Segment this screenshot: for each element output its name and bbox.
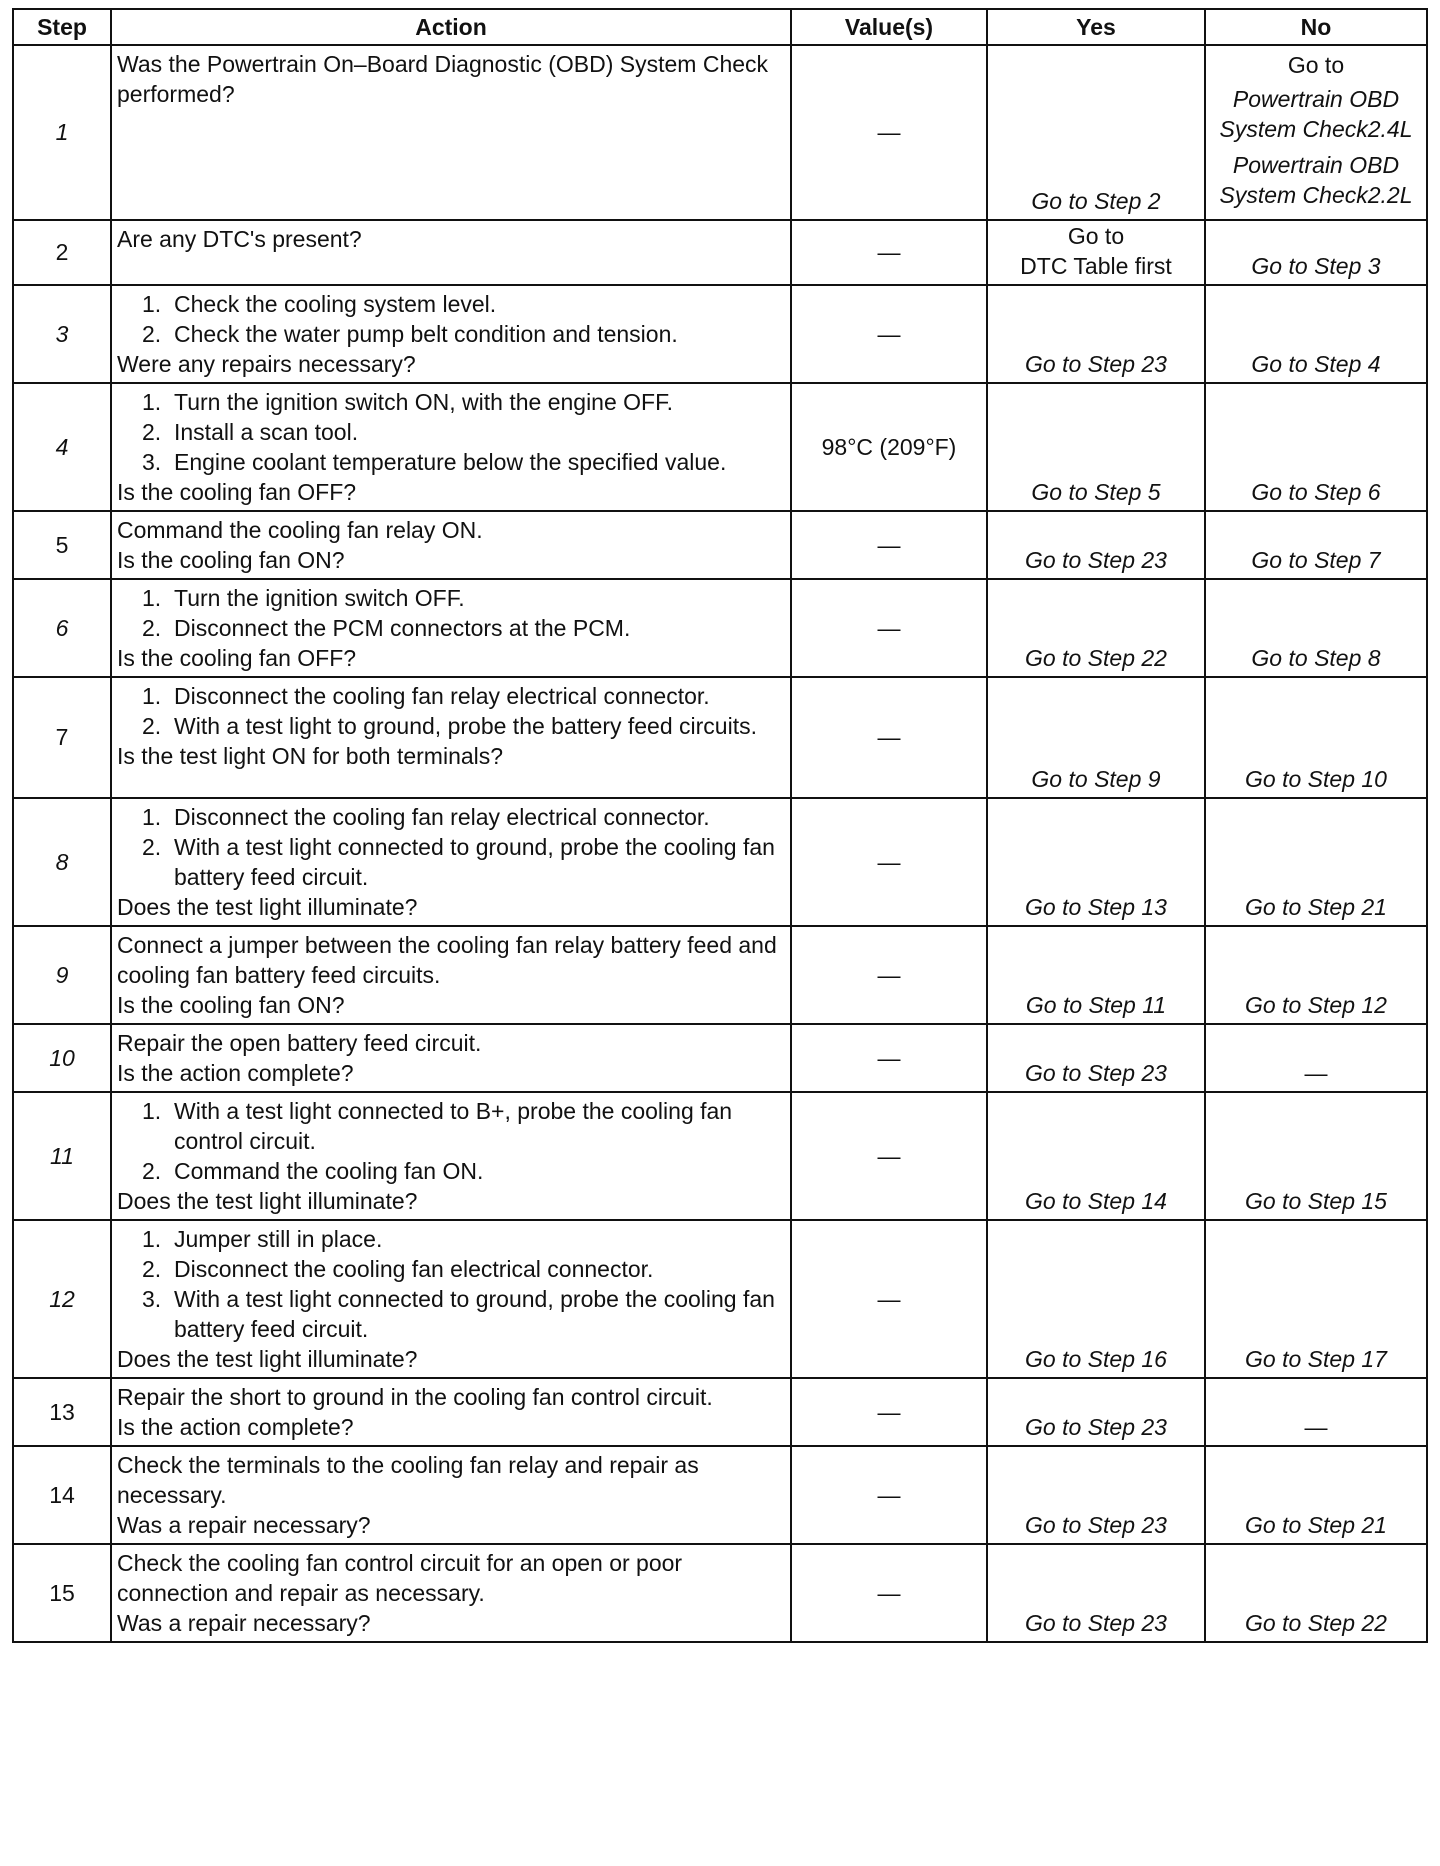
no-cell [1205, 383, 1427, 511]
action-cell [111, 677, 791, 798]
table-row [13, 1092, 1427, 1220]
action-intro: Was the Powertrain On–Board Diagnostic (OBD) System Check performed? [117, 51, 769, 107]
no-goto: Go to Step 17 [1245, 1346, 1387, 1372]
action-question: Does the test light illuminate? [117, 1346, 418, 1372]
yes-goto: Go to Step 23 [1025, 1060, 1167, 1086]
yes-line: Go to [1067, 223, 1125, 249]
value-cell: — [791, 45, 987, 220]
no-cell [1205, 798, 1427, 926]
action-question: Was a repair necessary? [117, 1512, 371, 1538]
yes-goto: Go to Step 22 [1025, 645, 1167, 671]
no-goto: — [1304, 1414, 1328, 1440]
action-question: Is the cooling fan OFF? [117, 479, 357, 505]
value-cell: — [791, 511, 987, 579]
action-step-item: 1. Check the cooling system level. [142, 291, 497, 317]
yes-cell [987, 677, 1205, 798]
no-goto: Go to Step 12 [1245, 992, 1387, 1018]
no-goto: Go to Step 15 [1245, 1188, 1387, 1214]
step-cell: 2 [13, 220, 111, 285]
yes-goto: Go to Step 2 [1031, 188, 1161, 214]
value-cell: — [791, 1024, 987, 1092]
yes-goto: Go to Step 9 [1031, 766, 1161, 792]
yes-cell [987, 1544, 1205, 1642]
no-cell [1205, 1544, 1427, 1642]
yes-cell [987, 383, 1205, 511]
action-cell [111, 1220, 791, 1378]
no-goto: Go to Step 10 [1245, 766, 1387, 792]
no-cell [1205, 926, 1427, 1024]
action-cell [111, 926, 791, 1024]
action-question: Does the test light illuminate? [117, 1188, 418, 1214]
table-row [13, 798, 1427, 926]
no-cell [1205, 1024, 1427, 1092]
value-cell: — [791, 579, 987, 677]
action-step-item: 2. Command the cooling fan ON. [142, 1158, 484, 1184]
no-cell [1205, 285, 1427, 383]
step-cell: 4 [13, 383, 111, 511]
action-steps-list [117, 1096, 785, 1186]
yes-cell [987, 798, 1205, 926]
step-cell: 9 [13, 926, 111, 1024]
value-cell: — [791, 1378, 987, 1446]
action-intro: Check the cooling fan control circuit for an open or poor connection and repair as necessary. [117, 1550, 683, 1606]
no-cell [1205, 1446, 1427, 1544]
value-cell: — [791, 926, 987, 1024]
action-steps-list [117, 802, 785, 892]
yes-cell [987, 926, 1205, 1024]
yes-cell [987, 579, 1205, 677]
header-step: Step [13, 9, 111, 45]
yes-goto: Go to Step 5 [1031, 479, 1161, 505]
table-row [13, 45, 1427, 220]
no-line: Powertrain OBD System Check2.2L [1219, 152, 1413, 208]
action-cell [111, 1024, 791, 1092]
yes-goto: Go to Step 23 [1025, 1414, 1167, 1440]
action-cell [111, 383, 791, 511]
table-row [13, 383, 1427, 511]
yes-cell [987, 511, 1205, 579]
yes-cell [987, 220, 1205, 285]
table-row [13, 511, 1427, 579]
no-line: Powertrain OBD System Check2.4L [1219, 86, 1413, 142]
action-intro: Repair the open battery feed circuit. [117, 1030, 482, 1056]
value-cell: — [791, 220, 987, 285]
action-steps-list [117, 1224, 785, 1344]
action-step-item: 2. Check the water pump belt condition and tension. [142, 321, 678, 347]
step-cell: 10 [13, 1024, 111, 1092]
no-goto: Go to Step 8 [1251, 645, 1381, 671]
yes-cell [987, 1092, 1205, 1220]
action-step-item: 1. Jumper still in place. [142, 1226, 383, 1252]
diagnostic-table [12, 8, 1428, 1643]
table-row [13, 285, 1427, 383]
no-goto: Go to Step 21 [1245, 1512, 1387, 1538]
step-cell: 15 [13, 1544, 111, 1642]
yes-goto: Go to Step 14 [1025, 1188, 1167, 1214]
action-cell [111, 1544, 791, 1642]
action-question: Is the action complete? [117, 1414, 354, 1440]
action-step-item: 2. Install a scan tool. [142, 419, 359, 445]
value-cell: — [791, 1092, 987, 1220]
action-cell [111, 511, 791, 579]
action-step-item: 3. Engine coolant temperature below the specified value. [142, 449, 727, 475]
step-cell: 8 [13, 798, 111, 926]
action-cell [111, 285, 791, 383]
action-step-item: 1. With a test light connected to B+, probe the cooling fan control circuit. [142, 1098, 733, 1154]
action-step-item: 1. Disconnect the cooling fan relay electrical connector. [142, 804, 710, 830]
step-cell: 3 [13, 285, 111, 383]
step-cell: 1 [13, 45, 111, 220]
action-steps-list [117, 681, 785, 741]
action-step-item: 2. With a test light connected to ground, probe the cooling fan battery feed circuit. [142, 834, 775, 890]
no-goto: Go to Step 4 [1251, 351, 1381, 377]
action-intro: Are any DTC's present? [117, 226, 362, 252]
header-yes: Yes [987, 9, 1205, 45]
action-cell [111, 1446, 791, 1544]
action-question: Is the cooling fan OFF? [117, 645, 357, 671]
value-cell: — [791, 677, 987, 798]
header-row [13, 9, 1427, 45]
yes-goto: Go to Step 13 [1025, 894, 1167, 920]
action-cell [111, 220, 791, 285]
no-cell [1205, 579, 1427, 677]
no-goto: — [1304, 1060, 1328, 1086]
no-goto: Go to Step 22 [1245, 1610, 1387, 1636]
action-question: Were any repairs necessary? [117, 351, 416, 377]
yes-line: DTC Table first [1020, 253, 1172, 279]
action-step-item: 1. Disconnect the cooling fan relay electrical connector. [142, 683, 710, 709]
action-intro: Check the terminals to the cooling fan relay and repair as necessary. [117, 1452, 699, 1508]
no-cell [1205, 45, 1427, 220]
yes-goto: Go to Step 23 [1025, 351, 1167, 377]
action-step-item: 1. Turn the ignition switch ON, with the engine OFF. [142, 389, 673, 415]
table-row [13, 1378, 1427, 1446]
step-cell: 6 [13, 579, 111, 677]
yes-cell [987, 1024, 1205, 1092]
yes-cell [987, 285, 1205, 383]
action-cell [111, 1378, 791, 1446]
yes-goto: Go to Step 16 [1025, 1346, 1167, 1372]
no-cell [1205, 677, 1427, 798]
no-goto: Go to Step 21 [1245, 894, 1387, 920]
action-cell [111, 1092, 791, 1220]
yes-cell [987, 1220, 1205, 1378]
yes-cell [987, 45, 1205, 220]
action-intro: Command the cooling fan relay ON. [117, 517, 483, 543]
action-question: Is the test light ON for both terminals? [117, 743, 504, 769]
action-step-item: 3. With a test light connected to ground, probe the cooling fan battery feed circuit. [142, 1286, 775, 1342]
no-goto: Go to Step 6 [1251, 479, 1381, 505]
table-body [13, 45, 1427, 1642]
no-cell [1205, 1378, 1427, 1446]
action-cell [111, 579, 791, 677]
header-action: Action [111, 9, 791, 45]
action-cell [111, 45, 791, 220]
action-steps-list [117, 289, 785, 349]
action-question: Is the cooling fan ON? [117, 992, 345, 1018]
header-values: Value(s) [791, 9, 987, 45]
action-step-item: 1. Turn the ignition switch OFF. [142, 585, 465, 611]
step-cell: 14 [13, 1446, 111, 1544]
no-line: Go to [1287, 52, 1345, 78]
yes-goto: Go to Step 23 [1025, 547, 1167, 573]
step-cell: 5 [13, 511, 111, 579]
yes-goto: Go to Step 23 [1025, 1512, 1167, 1538]
action-question: Is the action complete? [117, 1060, 354, 1086]
value-cell: — [791, 1220, 987, 1378]
value-cell: — [791, 1446, 987, 1544]
table-row [13, 926, 1427, 1024]
yes-goto: Go to Step 11 [1025, 992, 1167, 1018]
action-question: Does the test light illuminate? [117, 894, 418, 920]
value-cell: — [791, 285, 987, 383]
action-question: Is the cooling fan ON? [117, 547, 345, 573]
no-cell [1205, 511, 1427, 579]
no-cell [1205, 1092, 1427, 1220]
step-cell: 7 [13, 677, 111, 798]
no-goto: Go to Step 7 [1251, 547, 1381, 573]
value-cell: — [791, 1544, 987, 1642]
yes-cell [987, 1446, 1205, 1544]
action-cell [111, 798, 791, 926]
table-row [13, 1446, 1427, 1544]
action-step-item: 2. Disconnect the cooling fan electrical connector. [142, 1256, 654, 1282]
yes-cell [987, 1378, 1205, 1446]
no-cell [1205, 220, 1427, 285]
action-intro: Connect a jumper between the cooling fan relay battery feed and cooling fan battery feed circuits. [117, 932, 777, 988]
value-cell: 98°C (209°F) [791, 383, 987, 511]
action-intro: Repair the short to ground in the cooling fan control circuit. [117, 1384, 713, 1410]
action-step-item: 2. Disconnect the PCM connectors at the PCM. [142, 615, 631, 641]
header-no: No [1205, 9, 1427, 45]
yes-goto: Go to Step 23 [1025, 1610, 1167, 1636]
action-steps-list [117, 387, 785, 477]
action-steps-list [117, 583, 785, 643]
value-cell: — [791, 798, 987, 926]
step-cell: 13 [13, 1378, 111, 1446]
no-cell [1205, 1220, 1427, 1378]
action-question: Was a repair necessary? [117, 1610, 371, 1636]
table-row [13, 677, 1427, 798]
action-step-item: 2. With a test light to ground, probe the battery feed circuits. [142, 713, 757, 739]
table-row [13, 1024, 1427, 1092]
diagnostic-table-container [12, 8, 1426, 1643]
table-row [13, 220, 1427, 285]
step-cell: 12 [13, 1220, 111, 1378]
table-row [13, 1544, 1427, 1642]
table-row [13, 579, 1427, 677]
no-goto: Go to Step 3 [1251, 253, 1381, 279]
step-cell: 11 [13, 1092, 111, 1220]
table-row [13, 1220, 1427, 1378]
